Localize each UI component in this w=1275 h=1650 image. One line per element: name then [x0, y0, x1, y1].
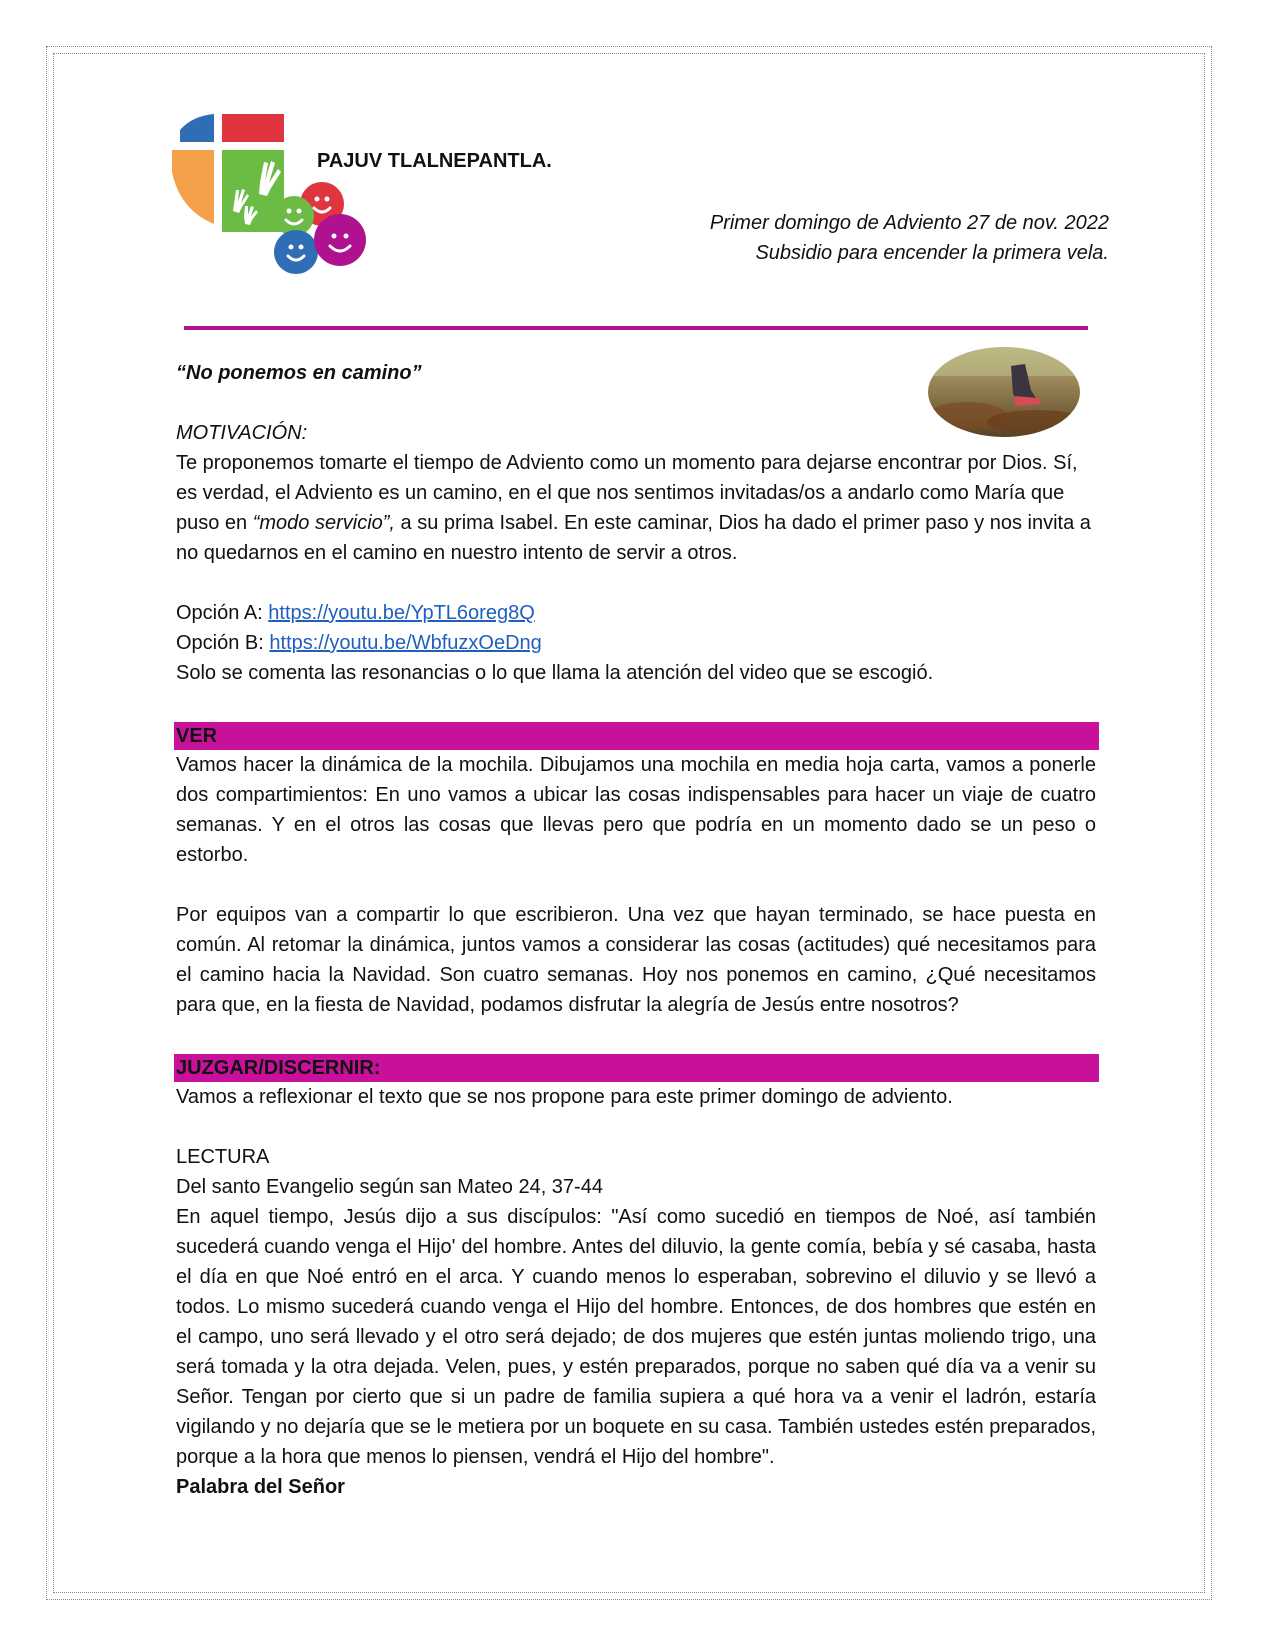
ver-heading: VER [174, 722, 1099, 750]
subtitle-line-1: Primer domingo de Adviento 27 de nov. 2022 [709, 212, 1109, 234]
option-b-link[interactable]: https://youtu.be/WbfuzxOeDng [269, 632, 542, 654]
document-body [176, 358, 1096, 1502]
subtitle-line-2: Subsidio para encender la primera vela. [755, 242, 1109, 264]
option-a-label: Opción A: [176, 602, 269, 624]
juzgar-heading: JUZGAR/DISCERNIR: [174, 1054, 1099, 1082]
org-name: PAJUV TLALNEPANTLA. [317, 150, 552, 172]
ver-paragraph-1: Vamos hacer la dinámica de la mochila. Dibujamos una mochila en media hoja carta, vamos a ponerle dos compartimientos: En uno vamos a ubicar las cosas indispensables para hacer un viaje de cuatro semanas. Y en el otros las cosas que llevas pero que podría en un momento dado se un peso o estorbo. [176, 754, 1096, 866]
pajuv-logo [172, 112, 392, 287]
document-title: “No ponemos en camino” [176, 362, 422, 384]
motivacion-text [176, 448, 1096, 568]
motivacion-text-part1: Te proponemos tomarte el tiempo de Adviento como un momento para dejarse encontrar por Dios. Sí, es verdad, el Adviento es un camino, en el que nos sentimos invitadas/os a andarlo como María que puso en [176, 452, 1078, 534]
juzgar-intro: Vamos a reflexionar el texto que se nos propone para este primer domingo de adviento. [176, 1086, 953, 1108]
document-subtitle [710, 208, 1109, 268]
header-divider [184, 326, 1088, 330]
motivacion-heading: MOTIVACIÓN: [176, 422, 308, 444]
option-b [176, 628, 1096, 658]
options-note: Solo se comenta las resonancias o lo que llama la atención del video que se escogió. [176, 662, 934, 684]
reading-reference: Del santo Evangelio según san Mateo 24, 37-44 [176, 1176, 603, 1198]
option-a [176, 598, 1096, 628]
motivacion-text-part2: a su prima Isabel. En este caminar, Dios ha dado el primer paso y nos invita a no quedarnos en el camino en nuestro intento de servir a otros. [176, 512, 1091, 564]
ver-paragraph-2: Por equipos van a compartir lo que escribieron. Una vez que hayan terminado, se hace puesta en común. Al retomar la dinámica, juntos vamos a considerar las cosas (actitudes) qué necesitamos para el camino hacia la Navidad. Son cuatro semanas. Hoy nos ponemos en camino, ¿Qué necesitamos para que, en la fiesta de Navidad, podamos disfrutar la alegría de Jesús entre nosotros? [176, 904, 1096, 1016]
option-a-link[interactable]: https://youtu.be/YpTL6oreg8Q [268, 602, 535, 624]
lectura-label: LECTURA [176, 1146, 270, 1168]
reading-text: En aquel tiempo, Jesús dijo a sus discípulos: "Así como sucedió en tiempos de Noé, así también sucederá cuando venga el Hijo' del hombre. Antes del diluvio, la gente comía, bebía y sé casaba, hasta el día en que Noé entró en el arca. Y cuando menos lo esperaban, sobrevino el diluvio y se llevó a todos. Lo mismo sucederá cuando venga el Hijo del hombre. Entonces, de dos hombres que estén en el campo, uno será llevado y el otro será dejado; de dos mujeres que estén juntas moliendo trigo, una será tomada y la otra dejada. Velen, pues, y estén preparados, porque no saben qué día va a venir su Señor. Tengan por cierto que si un padre de familia supiera a qué hora va a venir el ladrón, estaría vigilando y no dejaría que se le metiera por un boquete en su casa. También ustedes estén preparados, porque a la hora que menos lo piensen, vendrá el Hijo del hombre". [176, 1206, 1096, 1468]
option-b-label: Opción B: [176, 632, 270, 654]
reading-closing: Palabra del Señor [176, 1476, 345, 1498]
motivacion-italic: “modo servicio”, [252, 512, 395, 534]
